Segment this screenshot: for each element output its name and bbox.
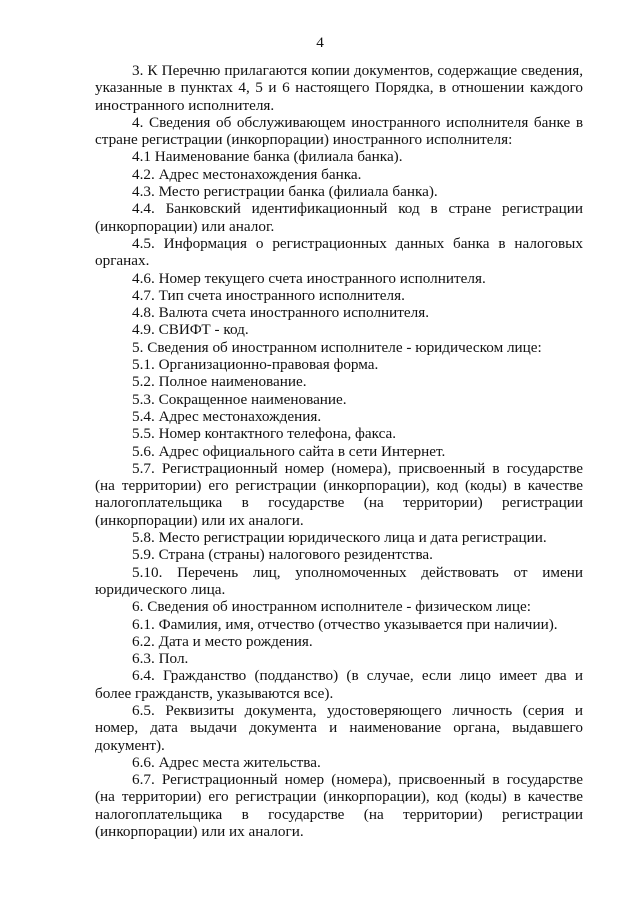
paragraph-6: 6. Сведения об иностранном исполнителе - физическом лице: <box>132 598 531 616</box>
paragraph-4-9: 4.9. СВИФТ - код. <box>132 321 249 339</box>
paragraph-4-7: 4.7. Тип счета иностранного исполнителя. <box>132 286 405 304</box>
paragraph-5-7: 5.7. Регистрационный номер (номера), присвоенный в государстве (на территории) его регистрации (инкорпорации), код (коды) в качестве налогоплательщика в государстве (на территории) регистрации (инкорпорации) или их аналоги. <box>95 459 583 529</box>
paragraph-5-9: 5.9. Страна (страны) налогового резидентства. <box>132 546 433 564</box>
paragraph-4-4: 4.4. Банковский идентификационный код в стране регистрации (инкорпорации) или аналог. <box>95 200 583 235</box>
paragraph-6-2: 6.2. Дата и место рождения. <box>132 632 313 650</box>
paragraph-5-1: 5.1. Организационно-правовая форма. <box>132 356 379 374</box>
paragraph-6-1: 6.1. Фамилия, имя, отчество (отчество указывается при наличии). <box>132 615 558 633</box>
paragraph-4-1: 4.1 Наименование банка (филиала банка). <box>132 148 403 166</box>
paragraph-4-8: 4.8. Валюта счета иностранного исполнителя. <box>132 304 430 322</box>
paragraph-5-6: 5.6. Адрес официального сайта в сети Интернет. <box>132 442 446 460</box>
paragraph-5-3: 5.3. Сокращенное наименование. <box>132 390 347 408</box>
paragraph-5-5: 5.5. Номер контактного телефона, факса. <box>132 425 397 443</box>
paragraph-6-5: 6.5. Реквизиты документа, удостоверяющего личность (серия и номер, дата выдачи документа и наименование органа, выдавшего документ). <box>95 701 583 754</box>
paragraph-5: 5. Сведения об иностранном исполнителе - юридическом лице: <box>132 338 542 356</box>
paragraph-4-3: 4.3. Место регистрации банка (филиала банка). <box>132 183 438 201</box>
paragraph-4-6: 4.6. Номер текущего счета иностранного исполнителя. <box>132 269 486 287</box>
paragraph-4-5: 4.5. Информация о регистрационных данных банка в налоговых органах. <box>95 234 583 270</box>
paragraph-6-3: 6.3. Пол. <box>132 650 189 668</box>
paragraph-3: 3. К Перечню прилагаются копии документов, содержащие сведения, указанные в пунктах 4, 5 и 6 настоящего Порядка, в отношении каждого иностранного исполнителя. <box>95 62 583 114</box>
page-number: 4 <box>316 34 324 51</box>
paragraph-5-10: 5.10. Перечень лиц, уполномоченных действовать от имени юридического лица. <box>95 563 583 598</box>
document-body <box>95 62 583 840</box>
paragraph-4: 4. Сведения об обслуживающем иностранного исполнителя банке в стране регистрации (инкорпорации) иностранного исполнителя: <box>95 113 583 149</box>
paragraph-5-2: 5.2. Полное наименование. <box>132 373 307 391</box>
paragraph-6-7: 6.7. Регистрационный номер (номера), присвоенный в государстве (на территории) его регистрации (инкорпорации), код (коды) в качестве налогоплательщика в государстве (на территории) регистрации (инкорпорации) или их аналоги. <box>95 771 583 841</box>
paragraph-5-8: 5.8. Место регистрации юридического лица и дата регистрации. <box>132 529 547 547</box>
paragraph-4-2: 4.2. Адрес местонахождения банка. <box>132 165 362 183</box>
paragraph-6-4: 6.4. Гражданство (подданство) (в случае, если лицо имеет два и более гражданств, указываются все). <box>95 667 583 702</box>
paragraph-5-4: 5.4. Адрес местонахождения. <box>132 407 322 425</box>
paragraph-6-6: 6.6. Адрес места жительства. <box>132 753 321 771</box>
